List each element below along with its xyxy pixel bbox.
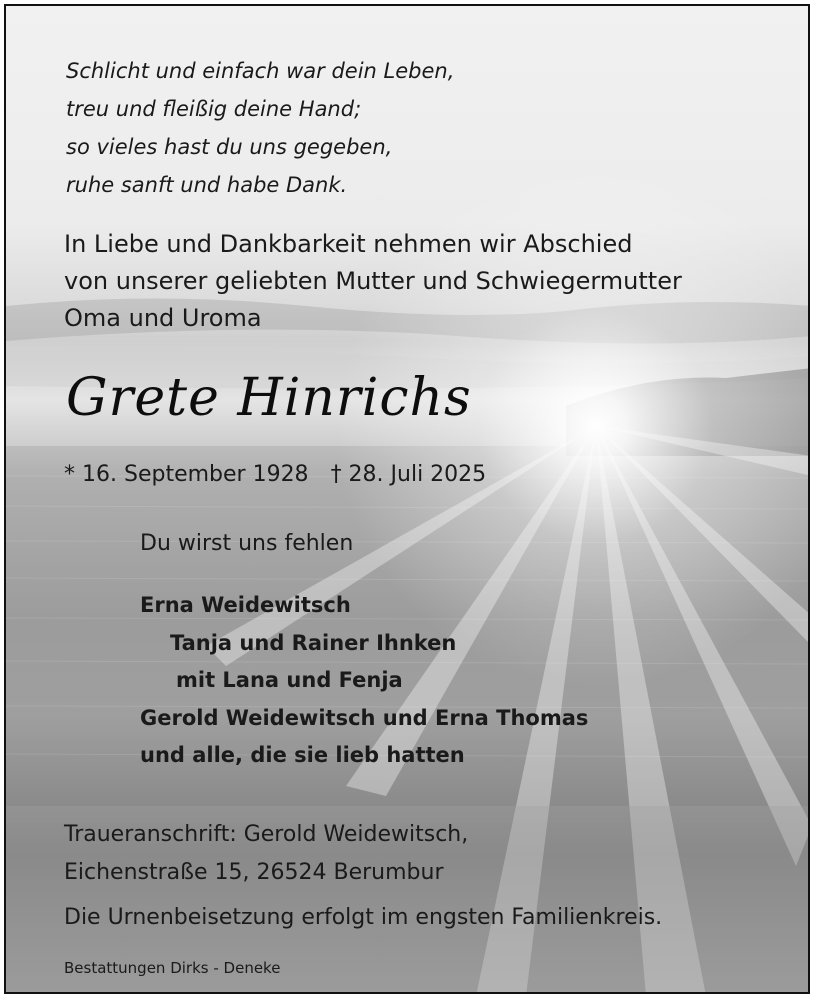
undertaker-name: Bestattungen Dirks - Deneke	[64, 959, 281, 977]
missed-line: Du wirst uns fehlen	[140, 531, 354, 556]
poem-line: treu und fleißig deine Hand;	[66, 97, 362, 121]
intro-line: von unserer geliebten Mutter und Schwiegermutter	[64, 267, 682, 295]
deceased-name: Grete Hinrichs	[66, 368, 472, 428]
address-line: Traueranschrift: Gerold Weidewitsch,	[64, 822, 469, 847]
mourners-list	[140, 587, 588, 775]
burial-note: Die Urnenbeisetzung erfolgt im engsten Familienkreis.	[64, 905, 663, 930]
mourner: mit Lana und Fenja	[176, 668, 403, 692]
mourner: und alle, die sie lieb hatten	[140, 743, 465, 767]
mourner: Erna Weidewitsch	[140, 593, 351, 617]
intro-line: Oma und Uroma	[64, 304, 262, 332]
poem-line: ruhe sanft und habe Dank.	[66, 173, 348, 197]
mourner: Gerold Weidewitsch und Erna Thomas	[140, 705, 589, 730]
obituary-notice	[4, 4, 810, 994]
farewell-intro	[64, 226, 682, 337]
poem-line: Schlicht und einfach war dein Leben,	[66, 59, 455, 83]
poem-line: so vieles hast du uns gegeben,	[66, 135, 393, 159]
birth-date: * 16. September 1928	[64, 462, 309, 487]
death-date: † 28. Juli 2025	[330, 462, 487, 487]
life-dates	[64, 459, 486, 491]
mourning-address	[64, 816, 468, 892]
address-line: Eichenstraße 15, 26524 Berumbur	[64, 860, 444, 885]
intro-line: In Liebe und Dankbarkeit nehmen wir Abschied	[64, 230, 633, 258]
poem	[66, 52, 454, 204]
mourner: Tanja und Rainer Ihnken	[170, 630, 457, 655]
